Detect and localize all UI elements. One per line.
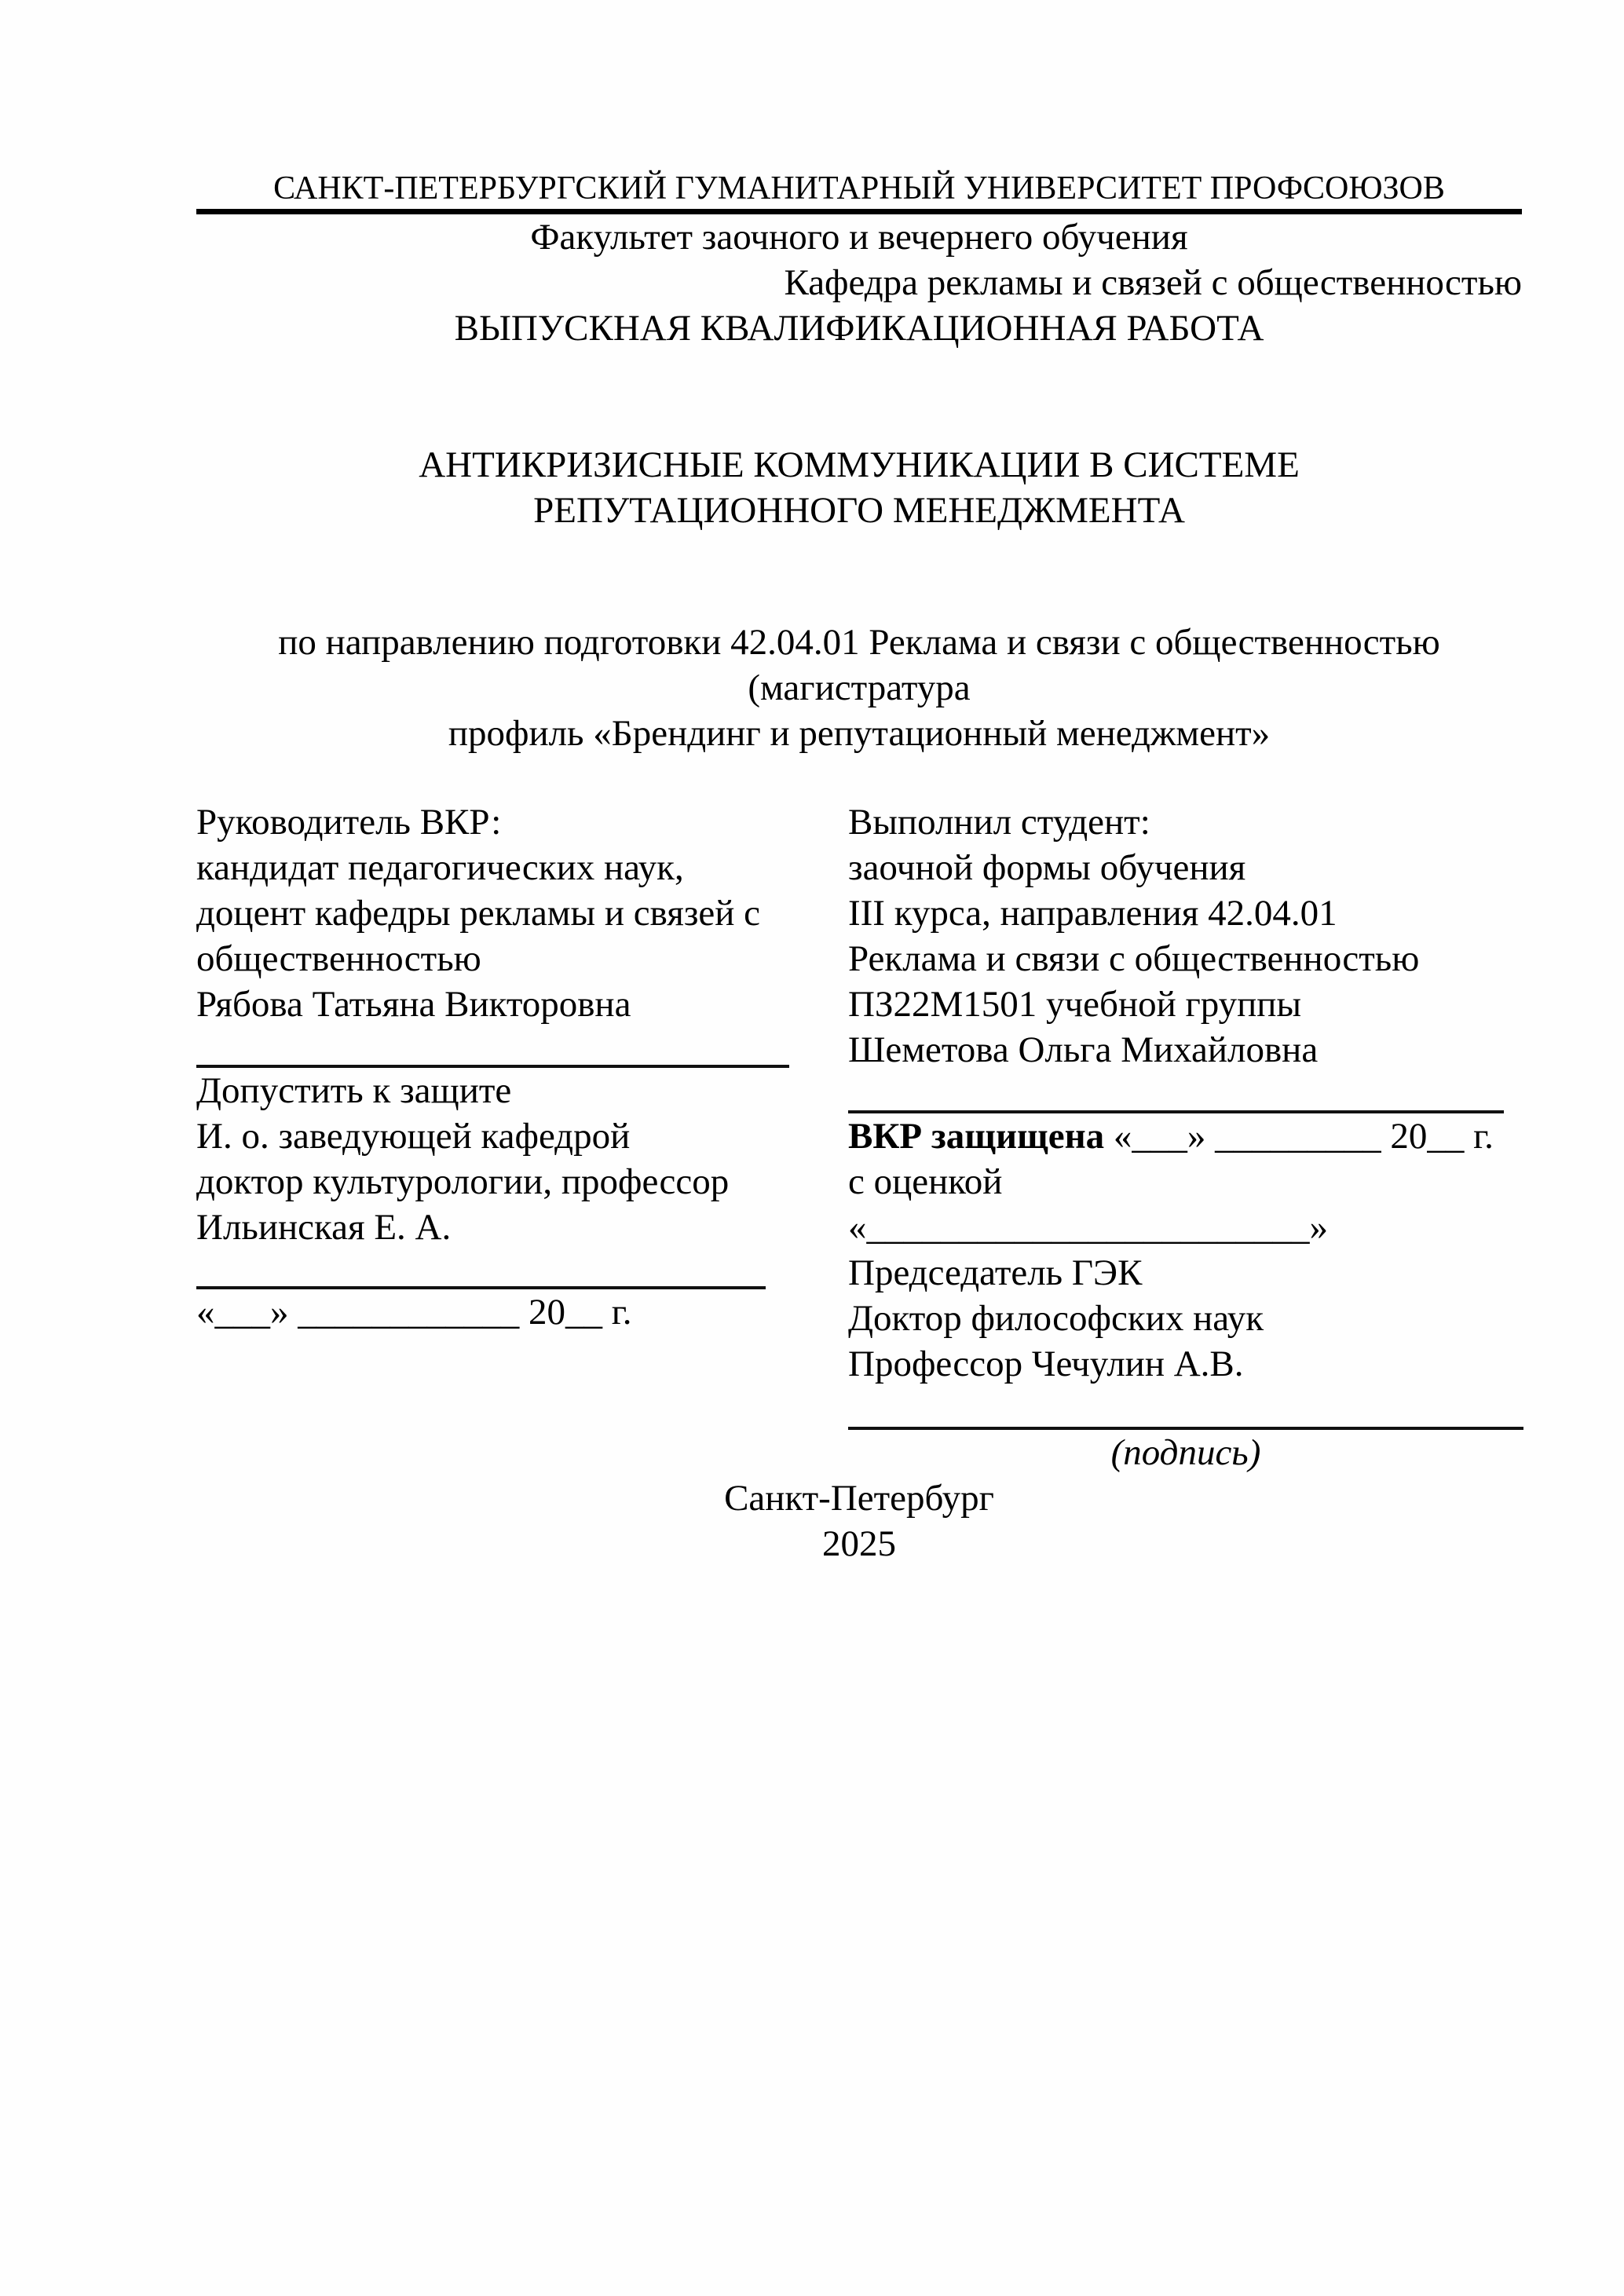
student-name: Шеметова Ольга Михайловна [848, 1029, 1319, 1070]
direction-line: Реклама и связи с общественностью [848, 938, 1420, 979]
group-line: ПЗ22М1501 учебной группы [848, 984, 1302, 1025]
program-line2: (магистратура [748, 667, 971, 708]
admit-date-blank: «___» ____________ 20__ г. [196, 1292, 632, 1333]
program-line1: по направлению подготовки 42.04.01 Реклама и связи с общественностью [278, 622, 1440, 663]
supervisor-label: Руководитель ВКР: [196, 802, 502, 843]
year-line: 2025 [822, 1523, 896, 1564]
grade-blank: «________________________» [848, 1207, 1328, 1248]
chair-degree-line: Доктор философских наук [848, 1298, 1264, 1339]
supervisor-degree-line1: кандидат педагогических наук, [196, 847, 684, 888]
faculty-line: Факультет заочного и вечернего обучения [530, 217, 1188, 258]
head-degree-line: доктор культурологии, профессор [196, 1161, 730, 1202]
student-label: Выполнил студент: [848, 802, 1150, 843]
defended-date-blank: «___» _________ 20__ г. [1104, 1116, 1494, 1157]
work-type-heading: ВЫПУСКНАЯ КВАЛИФИКАЦИОННАЯ РАБОТА [454, 308, 1264, 349]
chair-name: Профессор Чечулин А.В. [848, 1344, 1244, 1384]
student-column [848, 799, 1523, 1475]
city-line: Санкт-Петербург [724, 1478, 994, 1519]
thesis-title [196, 442, 1522, 533]
gek-chair-label: Председатель ГЭК [848, 1252, 1143, 1293]
program-block [196, 620, 1522, 756]
signature-caption: (подпись) [1110, 1432, 1261, 1473]
thesis-title-line1: АНТИКРИЗИСНЫЕ КОММУНИКАЦИИ В СИСТЕМЕ [419, 444, 1300, 485]
admit-label: Допустить к защите [196, 1070, 512, 1111]
course-line: III курса, направления 42.04.01 [848, 893, 1337, 934]
head-name: Ильинская Е. А. [196, 1207, 452, 1248]
signature-columns [196, 799, 1522, 1475]
thesis-title-line2: РЕПУТАЦИОННОГО МЕНЕДЖМЕНТА [533, 490, 1185, 531]
supervisor-name: Рябова Татьяна Викторовна [196, 984, 631, 1025]
supervisor-degree-line2: доцент кафедры рекламы и связей с [196, 893, 761, 934]
supervisor-column [196, 799, 848, 1335]
supervisor-degree-line3: общественностью [196, 938, 481, 979]
acting-head-line: И. о. заведующей кафедрой [196, 1116, 631, 1157]
program-line3: профиль «Брендинг и репутационный менеджмент» [448, 713, 1271, 754]
defended-label: ВКР защищена [848, 1116, 1105, 1157]
department-line: Кафедра рекламы и связей с общественностью [784, 262, 1522, 303]
grade-label: с оценкой [848, 1161, 1003, 1202]
defended-line [848, 1113, 1523, 1159]
study-form-line: заочной формы обучения [848, 847, 1246, 888]
university-title: САНКТ-ПЕТЕРБУРГСКИЙ ГУМАНИТАРНЫЙ УНИВЕРСИТЕТ ПРОФСОЮЗОВ [196, 168, 1522, 214]
